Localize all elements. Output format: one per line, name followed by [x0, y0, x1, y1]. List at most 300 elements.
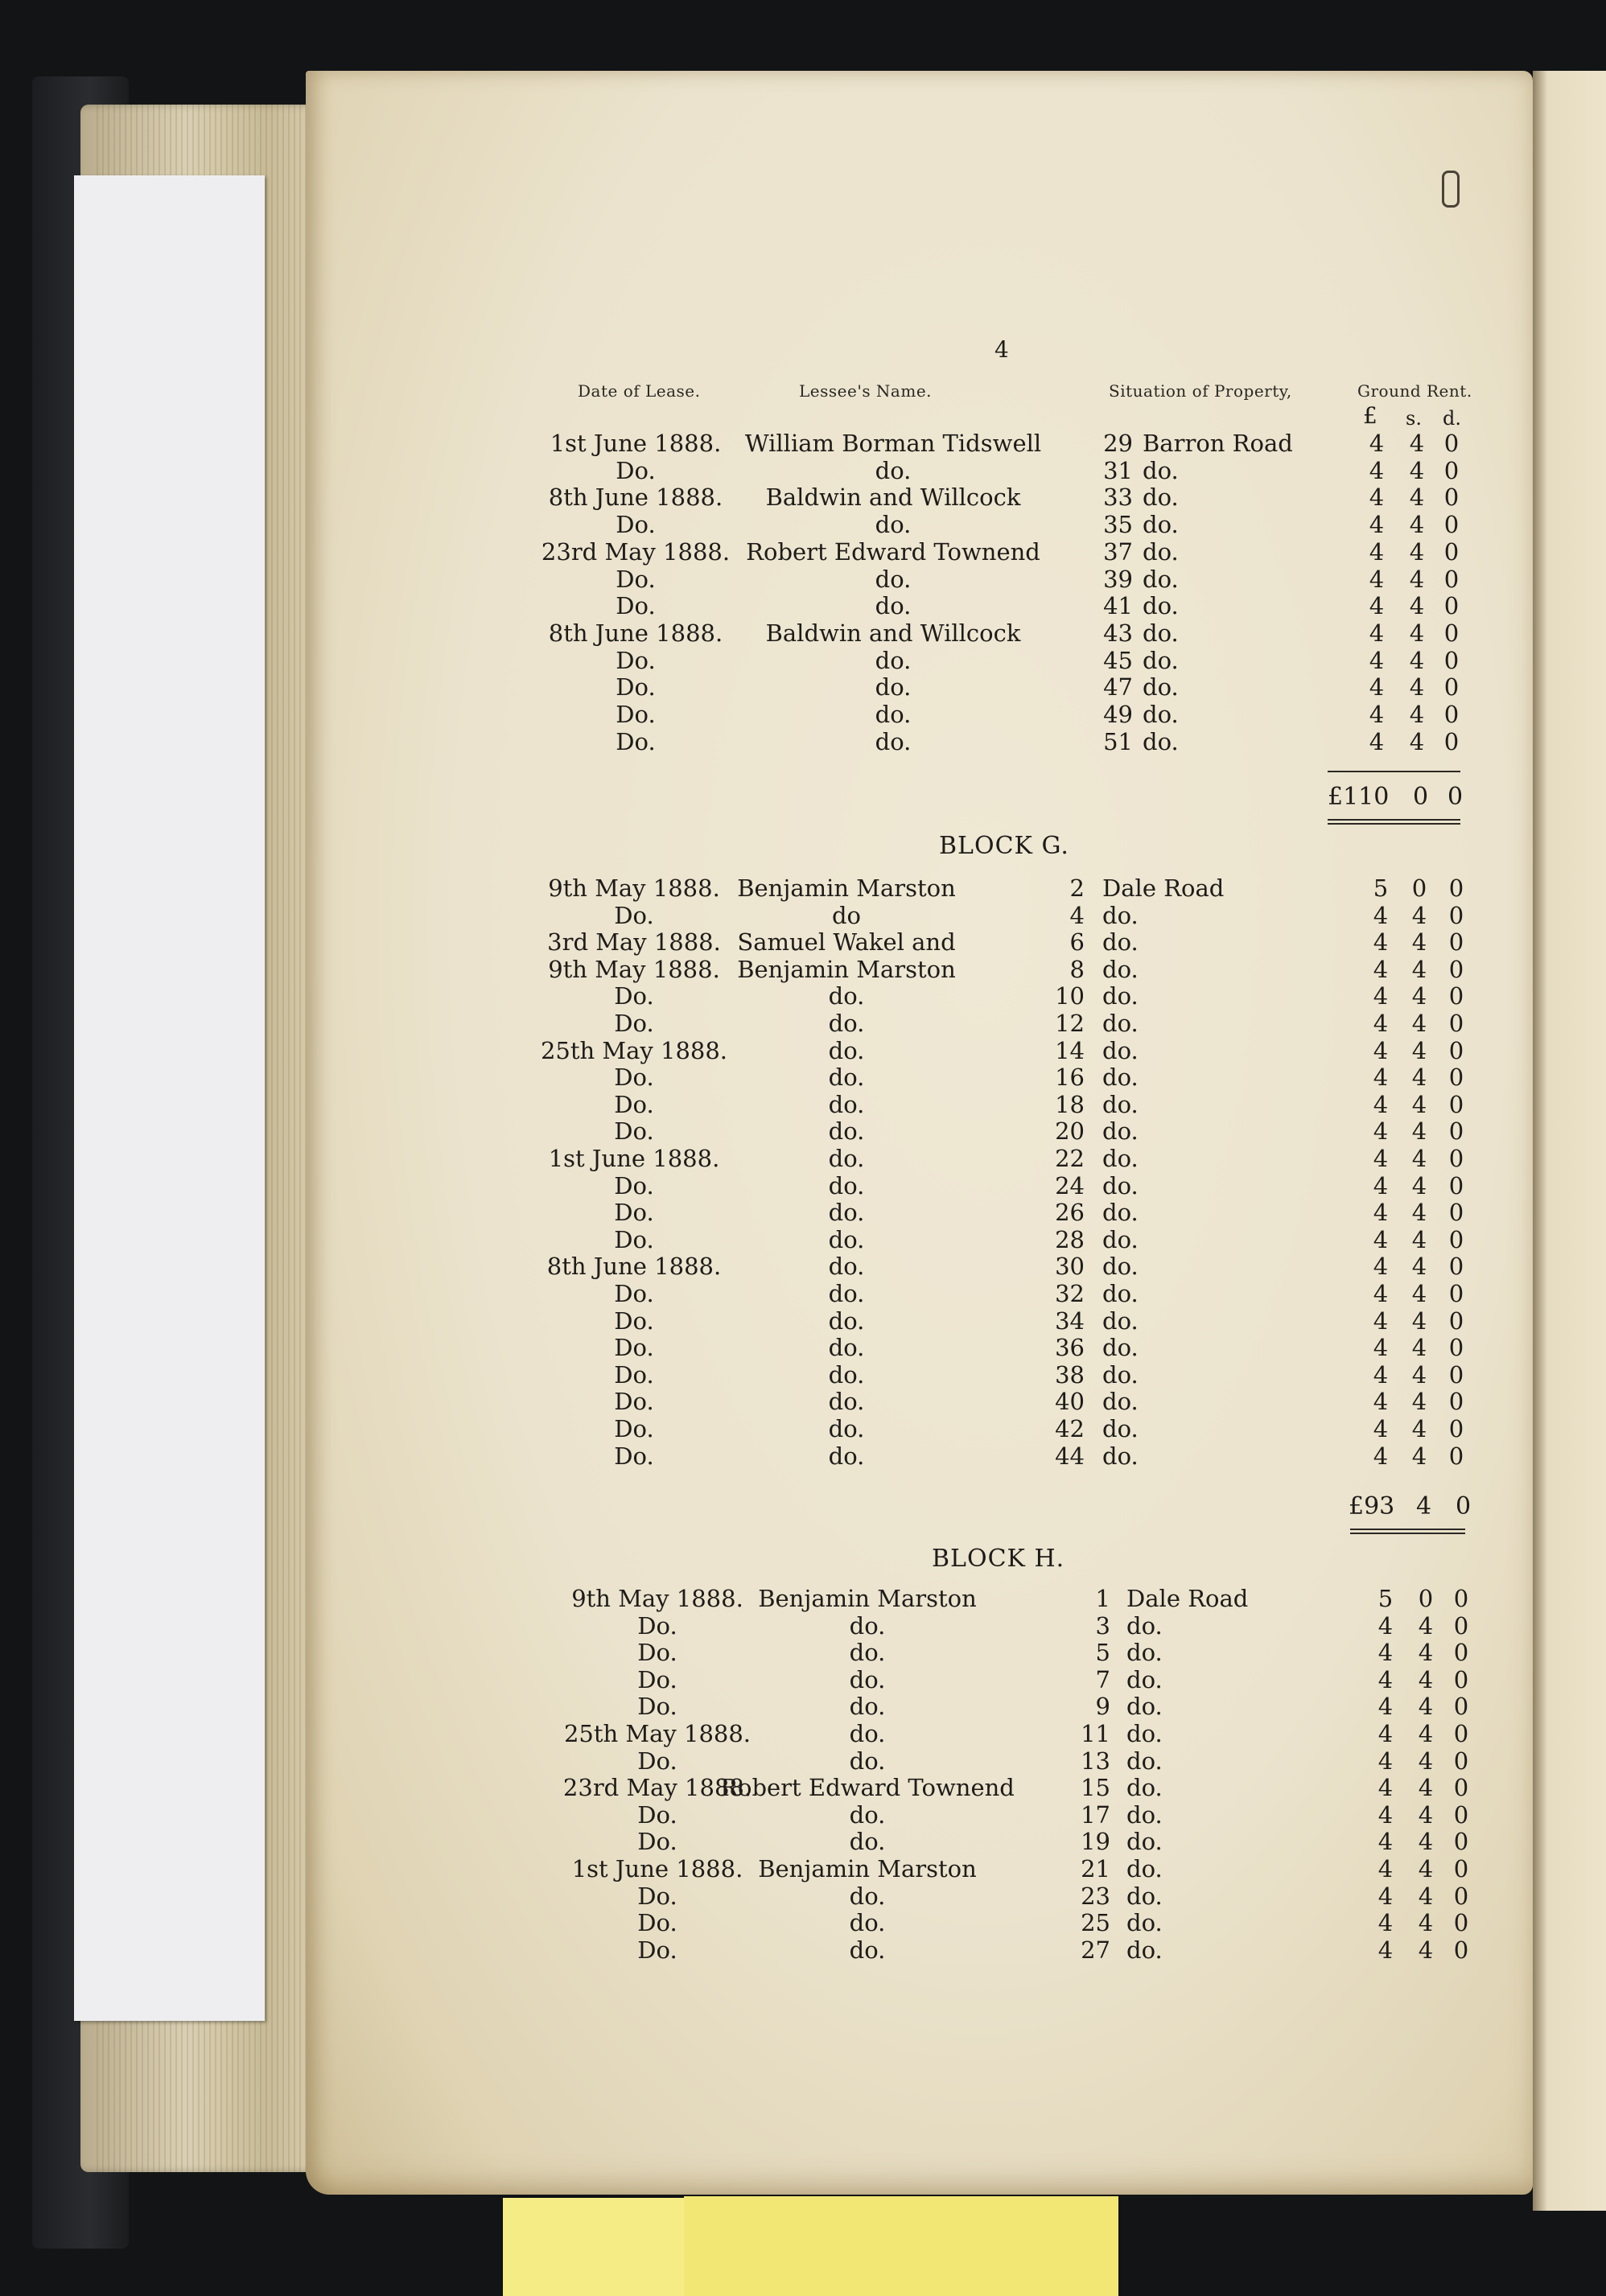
lease-date: 25th May 1888.	[540, 1036, 728, 1064]
rent-pounds: 4	[1369, 701, 1385, 728]
rent-shillings: 4	[1409, 673, 1425, 702]
rent-pence: 0	[1453, 1828, 1469, 1856]
ledger-row	[0, 956, 1606, 983]
lessee-name: do.	[828, 1145, 865, 1172]
ledger-row	[0, 1226, 1606, 1253]
lease-date: 3rd May 1888.	[547, 928, 721, 957]
rent-pounds: 4	[1373, 1225, 1389, 1253]
property-street: do.	[1102, 1036, 1139, 1064]
rent-pence: 0	[1453, 1800, 1469, 1829]
rent-pence: 0	[1453, 1720, 1469, 1747]
ledger-row	[0, 1936, 1606, 1964]
rent-shillings: 4	[1411, 1360, 1427, 1389]
lease-date: 8th June 1888.	[546, 1253, 722, 1281]
header-situation: Situation of Property,	[1109, 381, 1292, 401]
rent-pounds: 4	[1373, 1415, 1389, 1442]
header-pence: d.	[1443, 407, 1461, 430]
lease-date: Do.	[614, 1442, 654, 1470]
rent-pence: 0	[1448, 1010, 1464, 1037]
lessee-name: Robert Edward Townend	[746, 537, 1040, 566]
header-shillings: s.	[1406, 407, 1422, 430]
rent-pounds: 4	[1369, 511, 1385, 539]
rent-pounds: 4	[1369, 430, 1385, 457]
lessee-name: do.	[849, 1828, 886, 1856]
ledger-row	[0, 1280, 1606, 1307]
rent-pence: 0	[1448, 1225, 1464, 1253]
rent-shillings: 4	[1409, 456, 1425, 484]
ledger-row	[0, 1199, 1606, 1226]
property-number: 32	[1055, 1280, 1085, 1307]
lessee-name: do.	[849, 1665, 886, 1693]
property-number: 27	[1081, 1936, 1110, 1964]
property-street: do.	[1102, 1442, 1139, 1470]
rent-pence: 0	[1448, 1306, 1464, 1335]
lessee-name: do.	[849, 1882, 886, 1910]
rent-pence: 0	[1443, 537, 1460, 566]
lessee-name: William Borman Tidswell	[744, 430, 1042, 457]
property-number: 19	[1081, 1828, 1110, 1856]
lessee-name: do.	[828, 1388, 865, 1416]
rent-pence: 0	[1443, 673, 1460, 702]
header-pounds: £	[1363, 402, 1377, 429]
lease-date: Do.	[614, 1280, 654, 1307]
rent-shillings: 4	[1409, 565, 1425, 593]
property-number: 4	[1069, 901, 1085, 929]
property-number: 18	[1055, 1090, 1085, 1118]
ledger-row	[0, 1388, 1606, 1415]
property-street: do.	[1126, 1774, 1163, 1802]
lessee-name: do.	[828, 1010, 865, 1037]
lease-date: Do.	[637, 1909, 677, 1937]
rent-shillings: 4	[1411, 1306, 1427, 1335]
rent-pence: 0	[1448, 1090, 1464, 1118]
property-street: do.	[1143, 537, 1179, 566]
ledger-row	[0, 1361, 1606, 1389]
rent-shillings: 4	[1418, 1909, 1434, 1937]
lease-date: Do.	[616, 592, 656, 620]
ledger-row	[0, 1909, 1606, 1936]
block-g-title: BLOCK G.	[939, 832, 1069, 860]
rent-pence: 0	[1443, 592, 1460, 620]
ledger-row	[0, 1585, 1606, 1612]
property-street: do.	[1143, 511, 1179, 539]
header-rent: Ground Rent.	[1357, 381, 1472, 401]
property-number: 16	[1055, 1064, 1085, 1092]
rent-pounds: 5	[1373, 874, 1389, 902]
rent-pounds: 4	[1373, 1145, 1389, 1172]
ledger-row	[0, 1010, 1606, 1037]
property-number: 34	[1055, 1306, 1085, 1335]
lease-date: 25th May 1888.	[563, 1720, 752, 1747]
rent-pounds: 4	[1373, 1064, 1389, 1092]
rent-pounds: 4	[1369, 673, 1385, 702]
lessee-name: do.	[828, 1415, 865, 1442]
lease-date: Do.	[637, 1693, 677, 1721]
property-street: do.	[1102, 1280, 1139, 1307]
rent-shillings: 4	[1409, 646, 1425, 674]
lease-date: Do.	[637, 1800, 677, 1829]
lease-date: 9th May 1888.	[571, 1585, 743, 1612]
sticky-note-fold	[684, 2196, 1118, 2296]
property-number: 22	[1055, 1145, 1085, 1172]
rent-shillings: 4	[1418, 1693, 1434, 1721]
rent-pounds: 4	[1373, 982, 1389, 1010]
property-street: do.	[1102, 1117, 1139, 1146]
rent-pounds: 4	[1369, 456, 1385, 484]
property-street: do.	[1102, 901, 1139, 929]
lessee-name: Robert Edward Townend	[720, 1774, 1015, 1802]
rent-pounds: 4	[1373, 1036, 1389, 1064]
rent-pence: 0	[1453, 1855, 1469, 1882]
rent-pounds: 4	[1377, 1800, 1394, 1829]
lease-date: Do.	[614, 1171, 654, 1199]
lessee-name: do.	[875, 673, 912, 702]
property-number: 41	[1103, 592, 1133, 620]
rent-shillings: 4	[1418, 1936, 1434, 1964]
lessee-name: do.	[875, 565, 912, 593]
property-number: 5	[1095, 1639, 1110, 1667]
lease-date: Do.	[637, 1639, 677, 1667]
lease-date: Do.	[614, 1064, 654, 1092]
rent-pence: 0	[1453, 1585, 1469, 1612]
property-number: 1	[1095, 1585, 1110, 1612]
rent-pence: 0	[1448, 1442, 1464, 1470]
property-street: Dale Road	[1126, 1585, 1249, 1612]
lease-date: 8th June 1888.	[548, 483, 723, 512]
property-street: do.	[1102, 1010, 1139, 1037]
property-number: 15	[1081, 1774, 1110, 1802]
rent-shillings: 4	[1418, 1800, 1434, 1829]
property-street: do.	[1126, 1693, 1163, 1721]
rent-pence: 0	[1453, 1882, 1469, 1910]
lessee-name: do.	[849, 1611, 886, 1640]
ledger-row	[0, 566, 1606, 593]
lease-date: Do.	[637, 1611, 677, 1640]
lessee-name: do.	[828, 1036, 865, 1064]
lease-date: Do.	[614, 1117, 654, 1146]
property-street: do.	[1126, 1611, 1163, 1640]
rent-pence: 0	[1448, 1117, 1464, 1146]
rent-shillings: 4	[1411, 1442, 1427, 1470]
rent-shillings: 4	[1409, 701, 1425, 728]
rent-pounds: 4	[1377, 1693, 1394, 1721]
lease-date: 1st June 1888.	[548, 1145, 720, 1172]
total-rule-1	[1328, 771, 1460, 772]
rent-pounds: 4	[1369, 565, 1385, 593]
rent-pounds: 4	[1373, 1199, 1389, 1227]
lessee-name: do.	[828, 1199, 865, 1227]
property-number: 12	[1055, 1010, 1085, 1037]
lessee-name: do.	[828, 1090, 865, 1118]
block-h-title: BLOCK H.	[932, 1545, 1065, 1573]
property-street: do.	[1126, 1747, 1163, 1775]
rent-pence: 0	[1448, 874, 1464, 902]
rent-pounds: 5	[1377, 1585, 1394, 1612]
rent-shillings: 4	[1411, 1388, 1427, 1416]
rent-pounds: 4	[1373, 1253, 1389, 1281]
lessee-name: do.	[828, 1064, 865, 1092]
rent-shillings: 4	[1418, 1747, 1434, 1775]
rent-shillings: 0	[1411, 874, 1427, 902]
lease-date: Do.	[616, 456, 656, 484]
total-1-shillings: 0	[1413, 783, 1429, 811]
property-street: do.	[1143, 483, 1179, 512]
ledger-row	[0, 1172, 1606, 1199]
rent-pounds: 4	[1377, 1855, 1394, 1882]
rent-shillings: 4	[1411, 1036, 1427, 1064]
rent-shillings: 4	[1418, 1611, 1434, 1640]
property-street: do.	[1126, 1800, 1163, 1829]
lease-date: 1st June 1888.	[571, 1855, 743, 1882]
ledger-row	[0, 1307, 1606, 1335]
rent-shillings: 4	[1418, 1720, 1434, 1747]
ledger-row	[0, 1720, 1606, 1747]
rent-shillings: 4	[1411, 1334, 1427, 1362]
rent-pence: 0	[1453, 1665, 1469, 1693]
property-street: do.	[1126, 1828, 1163, 1856]
property-street: Barron Road	[1143, 430, 1293, 457]
rent-shillings: 4	[1411, 1171, 1427, 1199]
total-double-rule-g	[1350, 1529, 1465, 1534]
property-number: 37	[1103, 537, 1133, 566]
rent-pence: 0	[1443, 727, 1460, 755]
rent-pounds: 4	[1377, 1639, 1394, 1667]
rent-pence: 0	[1443, 430, 1460, 457]
property-number: 39	[1103, 565, 1133, 593]
lease-date: Do.	[614, 901, 654, 929]
property-street: do.	[1126, 1882, 1163, 1910]
property-street: do.	[1102, 1306, 1139, 1335]
rent-pounds: 4	[1377, 1774, 1394, 1802]
rent-pounds: 4	[1373, 1360, 1389, 1389]
lease-date: 23rd May 1888.	[562, 1774, 752, 1802]
rent-pounds: 4	[1373, 955, 1389, 983]
rent-pence: 0	[1448, 928, 1464, 957]
property-number: 9	[1095, 1693, 1110, 1721]
ledger-row	[0, 1415, 1606, 1442]
lessee-name: do.	[828, 1171, 865, 1199]
rent-pence: 0	[1453, 1611, 1469, 1640]
property-number: 45	[1103, 646, 1133, 674]
lease-date: Do.	[614, 1090, 654, 1118]
lease-date: Do.	[614, 1334, 654, 1362]
ledger-row	[0, 592, 1606, 619]
rent-shillings: 4	[1411, 1010, 1427, 1037]
lessee-name: do.	[849, 1800, 886, 1829]
property-number: 24	[1055, 1171, 1085, 1199]
property-street: do.	[1126, 1855, 1163, 1882]
lessee-name: Benjamin Marston	[737, 955, 956, 983]
property-number: 8	[1069, 955, 1085, 983]
property-number: 51	[1103, 727, 1133, 755]
lessee-name: do.	[849, 1909, 886, 1937]
property-street: do.	[1102, 982, 1139, 1010]
lessee-name: do.	[828, 982, 865, 1010]
lease-date: Do.	[614, 982, 654, 1010]
rent-pence: 0	[1443, 646, 1460, 674]
ledger-row	[0, 701, 1606, 728]
lease-date: Do.	[614, 1415, 654, 1442]
ledger-row	[0, 1855, 1606, 1882]
rent-shillings: 4	[1409, 511, 1425, 539]
property-street: do.	[1102, 1253, 1139, 1281]
ledger-row	[0, 1774, 1606, 1801]
rent-pounds: 4	[1373, 1010, 1389, 1037]
header-date: Date of Lease.	[578, 381, 701, 401]
rent-pounds: 4	[1377, 1611, 1394, 1640]
property-number: 28	[1055, 1225, 1085, 1253]
rent-shillings: 4	[1411, 1090, 1427, 1118]
property-street: do.	[1102, 1388, 1139, 1416]
property-street: do.	[1126, 1936, 1163, 1964]
property-street: do.	[1126, 1665, 1163, 1693]
rent-pounds: 4	[1373, 1388, 1389, 1416]
property-street: do.	[1126, 1720, 1163, 1747]
rent-shillings: 4	[1411, 1064, 1427, 1092]
ledger-row	[0, 1037, 1606, 1064]
property-number: 25	[1081, 1909, 1110, 1937]
ledger-row	[0, 982, 1606, 1010]
rent-shillings: 4	[1411, 982, 1427, 1010]
rent-shillings: 4	[1418, 1855, 1434, 1882]
lease-date: Do.	[614, 1199, 654, 1227]
ledger-row	[0, 1801, 1606, 1829]
lessee-name: do.	[875, 646, 912, 674]
rent-pence: 0	[1453, 1909, 1469, 1937]
lease-date: Do.	[616, 673, 656, 702]
lessee-name: do.	[828, 1253, 865, 1281]
property-street: do.	[1143, 565, 1179, 593]
lessee-name: Samuel Wakel and	[737, 928, 956, 957]
property-number: 13	[1081, 1747, 1110, 1775]
rent-pounds: 4	[1377, 1909, 1394, 1937]
lease-date: Do.	[637, 1882, 677, 1910]
rent-pounds: 4	[1377, 1665, 1394, 1693]
rent-pence: 0	[1443, 456, 1460, 484]
rent-pence: 0	[1443, 483, 1460, 512]
total-g-pence: 0	[1456, 1492, 1472, 1520]
ledger-row	[0, 511, 1606, 538]
lease-date: 8th June 1888.	[548, 619, 723, 647]
lessee-name: do.	[875, 701, 912, 728]
ledger-row	[0, 483, 1606, 511]
rent-pounds: 4	[1373, 1171, 1389, 1199]
rent-pounds: 4	[1373, 1334, 1389, 1362]
rent-shillings: 4	[1418, 1774, 1434, 1802]
lessee-name: do	[831, 901, 862, 929]
property-street: do.	[1102, 1225, 1139, 1253]
rent-shillings: 4	[1411, 1280, 1427, 1307]
ledger-row	[0, 1612, 1606, 1640]
rent-shillings: 4	[1411, 1199, 1427, 1227]
rent-pence: 0	[1453, 1639, 1469, 1667]
property-number: 3	[1095, 1611, 1110, 1640]
ledger-row	[0, 1639, 1606, 1666]
rent-pounds: 4	[1377, 1720, 1394, 1747]
rent-shillings: 4	[1409, 483, 1425, 512]
property-number: 26	[1055, 1199, 1085, 1227]
lessee-name: do.	[875, 511, 912, 539]
ledger-row	[0, 1693, 1606, 1720]
property-number: 7	[1095, 1665, 1110, 1693]
binding-ring-icon	[1442, 171, 1460, 208]
property-street: do.	[1102, 928, 1139, 957]
ledger-row	[0, 728, 1606, 755]
lease-date: 1st June 1888.	[550, 430, 722, 457]
rent-pence: 0	[1443, 619, 1460, 647]
rent-shillings: 4	[1411, 928, 1427, 957]
ledger-row	[0, 647, 1606, 674]
rent-pence: 0	[1448, 901, 1464, 929]
property-street: do.	[1102, 1199, 1139, 1227]
rent-pence: 0	[1453, 1693, 1469, 1721]
property-street: do.	[1102, 955, 1139, 983]
lessee-name: do.	[828, 1360, 865, 1389]
ledger-row	[0, 1666, 1606, 1693]
rent-pence: 0	[1448, 1280, 1464, 1307]
lease-date: 9th May 1888.	[548, 874, 720, 902]
rent-pence: 0	[1448, 1388, 1464, 1416]
property-street: do.	[1102, 1360, 1139, 1389]
lessee-name: do.	[849, 1639, 886, 1667]
page-number: 4	[994, 336, 1009, 363]
rent-pounds: 4	[1373, 1442, 1389, 1470]
ledger-row	[0, 1064, 1606, 1091]
property-street: do.	[1143, 646, 1179, 674]
rent-shillings: 4	[1411, 1117, 1427, 1146]
rent-pence: 0	[1448, 1199, 1464, 1227]
property-street: do.	[1143, 592, 1179, 620]
total-g-shillings: 4	[1416, 1492, 1432, 1520]
lease-date: Do.	[637, 1828, 677, 1856]
property-number: 36	[1055, 1334, 1085, 1362]
lessee-name: do.	[828, 1225, 865, 1253]
lessee-name: Baldwin and Willcock	[765, 483, 1021, 512]
property-street: do.	[1102, 1064, 1139, 1092]
rent-shillings: 4	[1409, 430, 1425, 457]
rent-pence: 0	[1448, 1171, 1464, 1199]
lessee-name: do.	[849, 1693, 886, 1721]
rent-pence: 0	[1443, 701, 1460, 728]
property-street: do.	[1126, 1909, 1163, 1937]
property-street: do.	[1143, 456, 1179, 484]
property-number: 29	[1103, 430, 1133, 457]
lessee-name: Benjamin Marston	[758, 1855, 977, 1882]
property-number: 33	[1103, 483, 1133, 512]
ledger-row	[0, 619, 1606, 647]
rent-pounds: 4	[1369, 592, 1385, 620]
lessee-name: do.	[849, 1720, 886, 1747]
lease-date: Do.	[616, 646, 656, 674]
property-number: 31	[1103, 456, 1133, 484]
property-street: do.	[1126, 1639, 1163, 1667]
rent-pounds: 4	[1377, 1747, 1394, 1775]
rent-pounds: 4	[1373, 901, 1389, 929]
rent-shillings: 4	[1418, 1828, 1434, 1856]
rent-pence: 0	[1453, 1747, 1469, 1775]
rent-shillings: 4	[1411, 1225, 1427, 1253]
lease-date: Do.	[616, 701, 656, 728]
ledger-row	[0, 1334, 1606, 1361]
lessee-name: do.	[849, 1747, 886, 1775]
lease-date: Do.	[614, 1388, 654, 1416]
rent-pounds: 4	[1369, 727, 1385, 755]
rent-pence: 0	[1443, 565, 1460, 593]
rent-shillings: 4	[1411, 955, 1427, 983]
property-number: 49	[1103, 701, 1133, 728]
property-number: 42	[1055, 1415, 1085, 1442]
rent-pounds: 4	[1373, 1306, 1389, 1335]
